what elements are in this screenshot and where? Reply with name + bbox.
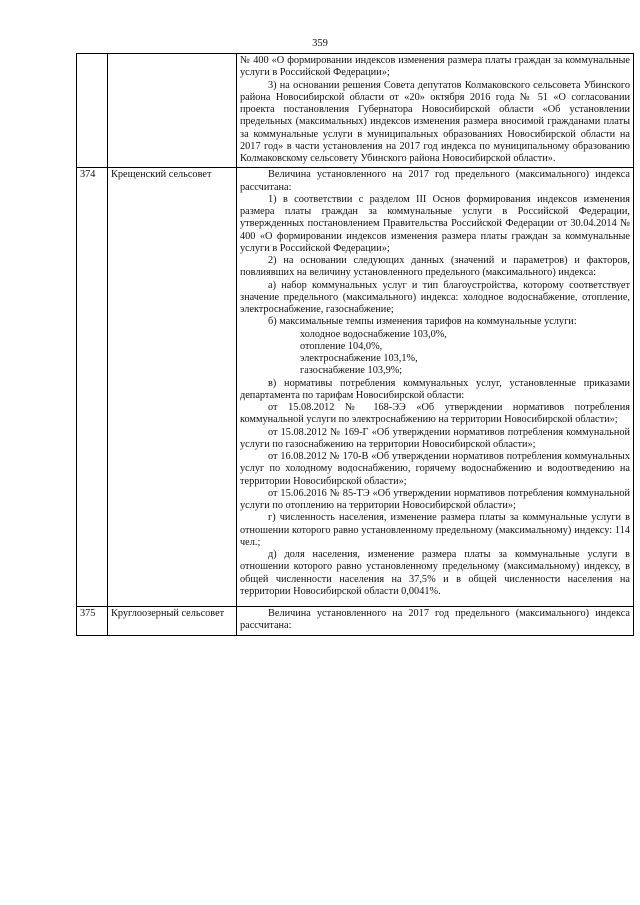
tariff-line: холодное водоснабжение 103,0%, — [300, 328, 447, 340]
paragraph: № 400 «О формировании индексов изменения размера платы граждан за коммунальные услуги в Российской Федерации»; — [240, 55, 630, 79]
paragraph: Величина установленного на 2017 год предельного (максимального) индекса рассчитана: — [240, 169, 630, 193]
table-row — [77, 168, 634, 607]
paragraph: д) доля населения, изменение размера платы за коммунальные услуги в отношении которого равно установленному предельному (максимальному) индексу, в общей численности населения на 37,5% и в общей численности населения на территории Новосибирской области 0,0041%. — [240, 549, 630, 597]
paragraph: от 15.06.2016 № 85-ТЭ «Об утверждении нормативов потребления коммунальной услуги по отоплению на территории Новосибирской области»; — [240, 487, 630, 511]
paragraph: 1) в соответствии с разделом III Основ формирования индексов изменения размера платы граждан за коммунальные услуги в Российской Федерации, утвержденных постановлением Правительства Российской Федерации от 30.04.2014 № 400 «О формировании индексов изменения размера платы граждан за коммунальные услуги в Российской Федерации»; — [240, 193, 630, 254]
tariff-line: электроснабжение 103,1%, — [300, 353, 418, 364]
municipality-name — [108, 54, 237, 168]
paragraph: в) нормативы потребления коммунальных услуг, установленные приказами департамента по тарифам Новосибирской области: — [240, 377, 630, 401]
table-row — [77, 54, 634, 168]
paragraph: от 15.08.2012 № 169-Г «Об утверждении нормативов потребления коммунальной услуги по газоснабжению на территории Новосибирской области»; — [240, 426, 630, 450]
row-number: 375 — [77, 607, 108, 636]
paragraph: г) численность населения, изменение размера платы за коммунальные услуги в отношении которого равно установленному предельному (максимальному) индексу: 114 чел.; — [240, 512, 630, 548]
tariff-line: газоснабжение 103,9%; — [300, 365, 403, 377]
paragraph: от 16.08.2012 № 170-В «Об утверждении нормативов потребления коммунальных услуг по холодному водоснабжению, горячему водоснабжению и водоотведению на территории Новосибирской области»; — [240, 451, 630, 487]
municipality-name: Круглоозерный сельсовет — [108, 607, 237, 636]
row-number: 374 — [77, 168, 108, 607]
paragraph: от 15.08.2012 № 168-ЭЭ «Об утверждении нормативов потребления коммунальной услуги по электроснабжению на территории Новосибирской области»; — [240, 402, 630, 426]
tariff-line: отопление 104,0%, — [300, 340, 383, 352]
paragraph: а) набор коммунальных услуг и тип благоустройства, которому соответствует значение предельного (максимального) индекса: холодное водоснабжение, отопление, электроснабжение, газоснабжение; — [240, 279, 630, 315]
table-row — [77, 607, 634, 636]
paragraph: Величина установленного на 2017 год предельного (максимального) индекса рассчитана: — [240, 608, 630, 632]
row-number — [77, 54, 108, 168]
paragraph: 2) на основании следующих данных (значений и параметров) и факторов, повлиявших на величину установленного предельного (максимального) индекса: — [240, 255, 630, 279]
paragraph: б) максимальные темпы изменения тарифов на коммунальные услуги: — [268, 316, 577, 328]
municipal-index-table — [76, 53, 634, 636]
row-description — [237, 54, 634, 168]
row-description — [237, 607, 634, 636]
municipality-name: Крещенский сельсовет — [108, 168, 237, 607]
page-number: 359 — [312, 38, 328, 49]
row-description — [237, 168, 634, 607]
paragraph: 3) на основании решения Совета депутатов Колмаковского сельсовета Убинского района Новосибирской области от «20» октября 2016 года № 51 «О согласовании проекта постановления Губернатора Новосибирской области «Об установлении предельных (максимальных) индексов изменения размера вносимой гражданами платы за коммунальные услуги в муниципальных образованиях Новосибирской области на 2017 год» в части установления на 2017 год индекса по муниципальному образованию Колмаковскому сельсовету Убинского района Новосибирской области». — [240, 79, 630, 164]
